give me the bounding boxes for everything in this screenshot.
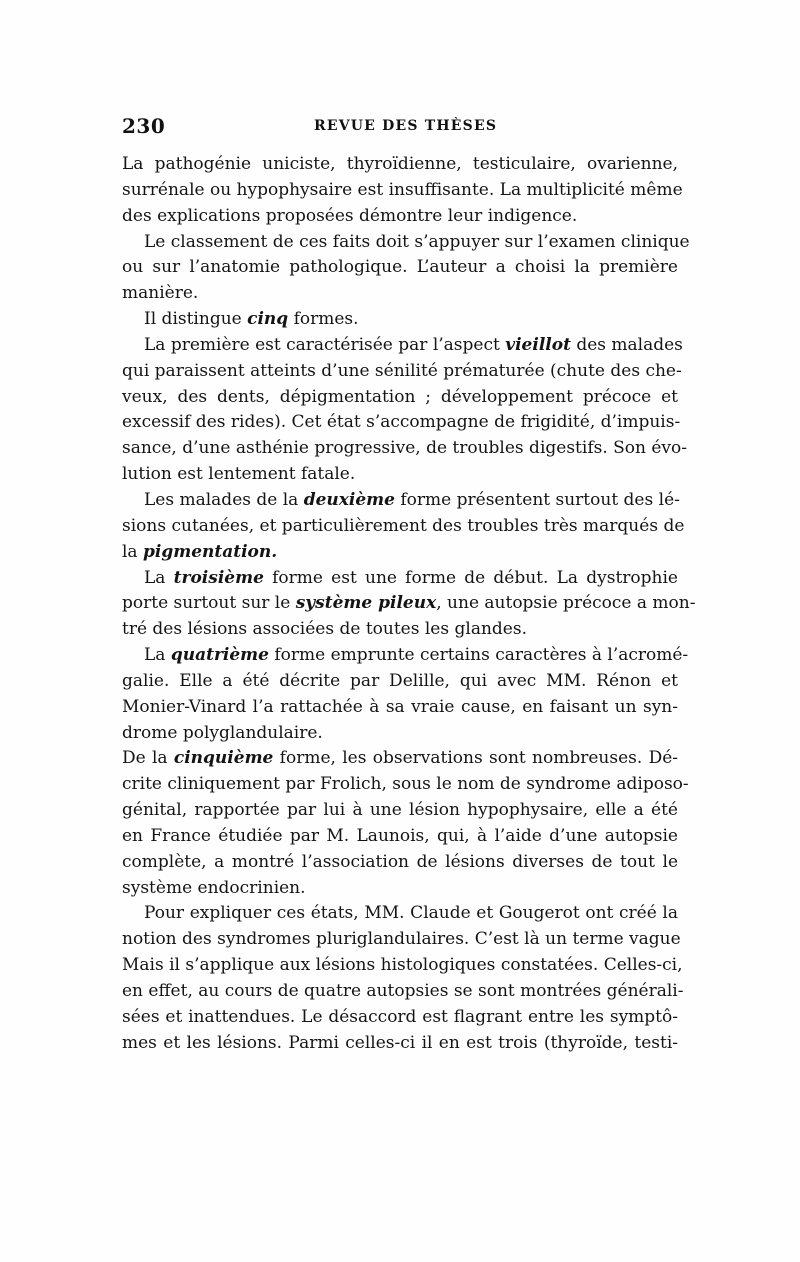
text-line <box>122 979 684 1005</box>
text-line <box>122 927 681 953</box>
text-run: excessif des rides). Cet état s’accompagne de frigidité, d’impuis- <box>122 412 681 433</box>
text-run: De la <box>122 748 174 769</box>
italic-text: cinq <box>247 309 289 330</box>
italic-text: cinquième <box>173 748 274 769</box>
text-run: Mais il s’applique aux lésions histologiques constatées. Celles-ci, <box>122 955 683 976</box>
text-run: crite cliniquement par Frolich, sous le nom de syndrome adiposo- <box>122 774 689 795</box>
italic-text: troisième <box>173 567 264 588</box>
italic-text: quatrième <box>170 645 269 666</box>
text-line <box>122 850 678 876</box>
text-run: mes et les lésions. Parmi celles-ci il en est trois (thyroïde, testi- <box>122 1032 678 1053</box>
text-line <box>122 462 678 488</box>
text-run: La première est caractérisée par l’aspect <box>144 334 506 355</box>
text-line <box>122 721 678 747</box>
running-title: REVUE DES THÈSES <box>314 118 498 134</box>
text-line <box>122 204 678 230</box>
text-line <box>122 385 678 411</box>
italic-text: vieillot <box>505 334 571 355</box>
text-line <box>122 230 690 256</box>
italic-text: deuxième <box>303 489 395 510</box>
text-run: manière. <box>122 283 199 304</box>
body-text <box>122 152 696 1057</box>
page-header <box>122 114 678 144</box>
text-run: galie. Elle a été décrite par Delille, qui avec MM. Rénon et <box>122 670 678 691</box>
text-run: tré des lésions associées de toutes les glandes. <box>122 619 527 640</box>
text-line <box>122 410 681 436</box>
text-line <box>122 901 678 927</box>
text-run: , une autopsie précoce a mon- <box>436 593 696 614</box>
text-run: forme emprunte certains caractères à l’acromé- <box>268 645 689 666</box>
text-run: La pathogénie uniciste, thyroïdienne, testiculaire, ovarienne, <box>122 154 678 174</box>
text-line <box>122 876 678 902</box>
italic-text: pigmentation. <box>142 541 278 562</box>
text-line <box>122 540 678 566</box>
text-run: la <box>122 541 143 562</box>
text-run: en France étudiée par M. Launois, qui, à l’aide d’une autopsie <box>122 825 678 846</box>
text-line <box>122 514 685 540</box>
text-run: formes. <box>288 309 359 330</box>
text-line <box>122 566 678 592</box>
text-line <box>122 152 678 178</box>
text-run: lution est lentement fatale. <box>122 464 356 485</box>
text-line <box>122 333 683 359</box>
text-line <box>122 643 689 669</box>
text-line <box>122 824 678 850</box>
text-run: Monier-Vinard l’a rattachée à sa vraie cause, en faisant un syn- <box>122 696 678 717</box>
text-run: sance, d’une asthénie progressive, de troubles digestifs. Son évo- <box>122 438 688 459</box>
text-line <box>122 617 678 643</box>
text-line <box>122 591 696 617</box>
text-line <box>122 307 678 333</box>
text-line <box>122 746 678 772</box>
text-run: notion des syndromes pluriglandulaires. C’est là un terme vague <box>122 929 681 950</box>
text-line <box>122 695 678 721</box>
text-run: porte surtout sur le <box>122 593 296 614</box>
text-line <box>122 1005 678 1031</box>
text-run: ou sur l’anatomie pathologique. L’auteur a choisi la première <box>122 257 678 278</box>
text-run: en effet, au cours de quatre autopsies se sont montrées générali- <box>122 981 684 1001</box>
text-run: forme, les observations sont nombreuses. Dé- <box>273 748 678 769</box>
text-run: des malades <box>570 334 683 355</box>
text-run: sions cutanées, et particulièrement des troubles très marqués de <box>122 515 685 536</box>
text-run: veux, des dents, dépigmentation ; développement précoce et <box>122 386 678 407</box>
text-line <box>122 436 688 462</box>
text-run: drome polyglandulaire. <box>122 722 323 743</box>
italic-text: système pileux <box>295 593 437 614</box>
text-line <box>122 255 678 281</box>
text-run: complète, a montré l’association de lésions diverses de tout le <box>122 851 678 872</box>
text-run: Il distingue <box>144 309 248 330</box>
text-run: surrénale ou hypophysaire est insuffisante. La multiplicité même <box>122 179 683 200</box>
text-line <box>122 359 682 385</box>
text-run: sées et inattendues. Le désaccord est flagrant entre les symptô- <box>122 1006 678 1027</box>
text-run: qui paraissent atteints d’une sénilité prématurée (chute des che- <box>122 360 682 381</box>
text-line <box>122 772 689 798</box>
text-line <box>122 669 678 695</box>
text-run: génital, rapportée par lui à une lésion hypophysaire, elle a été <box>122 800 678 821</box>
text-run: La <box>144 567 174 588</box>
text-run: des explications proposées démontre leur indigence. <box>122 205 578 226</box>
text-line <box>122 488 678 514</box>
text-run: Les malades de la <box>144 489 304 510</box>
text-run: système endocrinien. <box>122 877 306 898</box>
page-number: 230 <box>122 114 166 138</box>
text-line <box>122 178 683 204</box>
text-line <box>122 1031 678 1057</box>
text-line <box>122 798 678 824</box>
text-line <box>122 281 678 307</box>
text-run: forme est une forme de début. La dystrophie <box>263 567 678 588</box>
text-run: Le classement de ces faits doit s’appuyer sur l’examen clinique <box>144 231 690 252</box>
text-run: forme présentent surtout des lé- <box>394 489 680 510</box>
text-line <box>122 953 683 979</box>
text-run: La <box>144 645 171 666</box>
text-run: Pour expliquer ces états, MM. Claude et Gougerot ont créé la <box>144 903 678 924</box>
